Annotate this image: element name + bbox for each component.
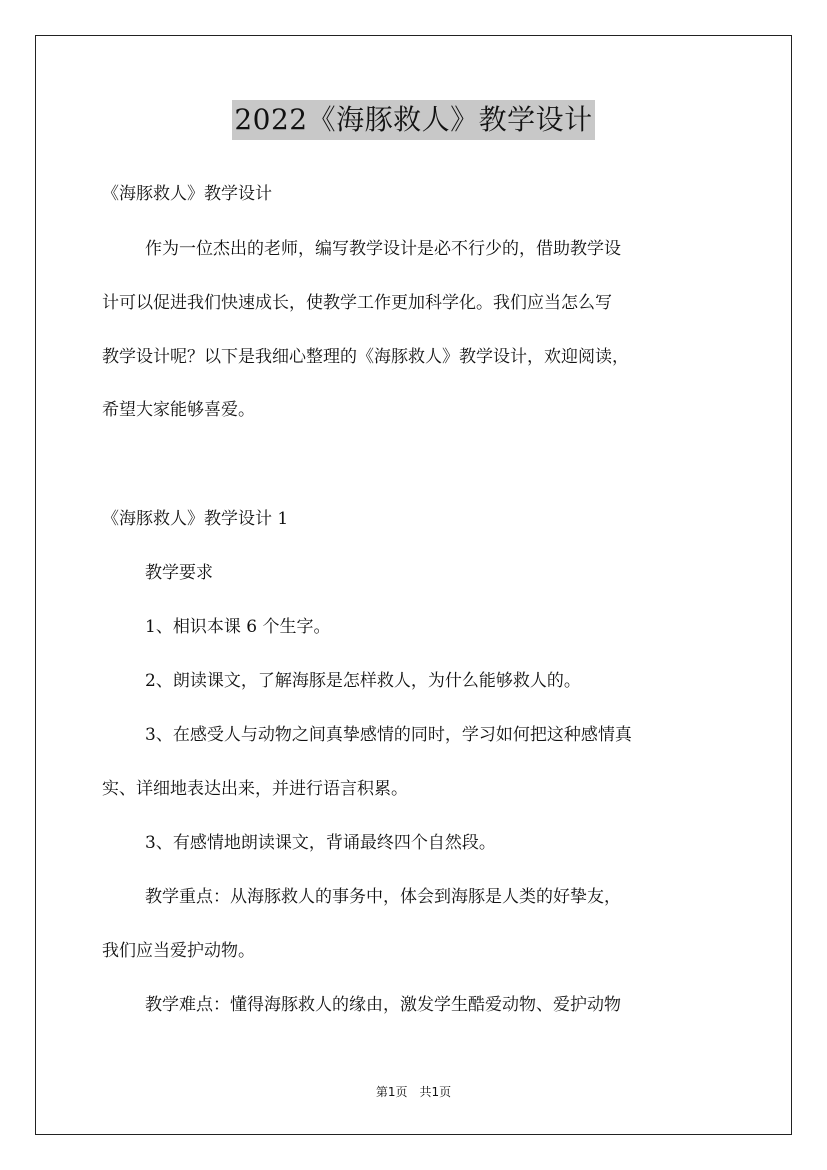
intro-line-1: 作为一位杰出的老师，编写教学设计是必不行少的，借助教学设 [145, 239, 621, 259]
document-heading: 《海豚救人》教学设计 [102, 184, 272, 204]
requirement-item-4: 3、有感情地朗读课文，背诵最终四个自然段。 [145, 833, 496, 853]
intro-line-2: 计可以促进我们快速成长，使教学工作更加科学化。我们应当怎么写 [102, 293, 612, 313]
intro-line-3: 教学设计呢？以下是我细心整理的《海豚救人》教学设计，欢迎阅读， [102, 347, 629, 367]
document-title: 2022《海豚救人》教学设计 [232, 100, 594, 140]
page-footer: 第1页 共1页 [375, 1085, 452, 1099]
key-point-line-1: 教学重点：从海豚救人的事务中，体会到海豚是人类的好挚友， [145, 887, 621, 907]
intro-line-4: 希望大家能够喜爱。 [102, 400, 255, 420]
title-container [0, 100, 827, 140]
requirement-item-1: 1、相识本课 6 个生字。 [145, 617, 331, 637]
requirement-item-2: 2、朗读课文，了解海豚是怎样救人，为什么能够救人的。 [145, 671, 581, 691]
difficulty-line: 教学难点：懂得海豚救人的缘由，激发学生酷爱动物、爱护动物 [145, 995, 621, 1015]
section-title: 《海豚救人》教学设计 1 [102, 509, 289, 529]
requirement-item-3-line-2: 实、详细地表达出来，并进行语言积累。 [102, 779, 408, 799]
requirement-item-3-line-1: 3、在感受人与动物之间真挚感情的同时，学习如何把这种感情真 [145, 725, 632, 745]
requirements-label: 教学要求 [145, 563, 213, 583]
key-point-line-2: 我们应当爱护动物。 [102, 941, 255, 961]
